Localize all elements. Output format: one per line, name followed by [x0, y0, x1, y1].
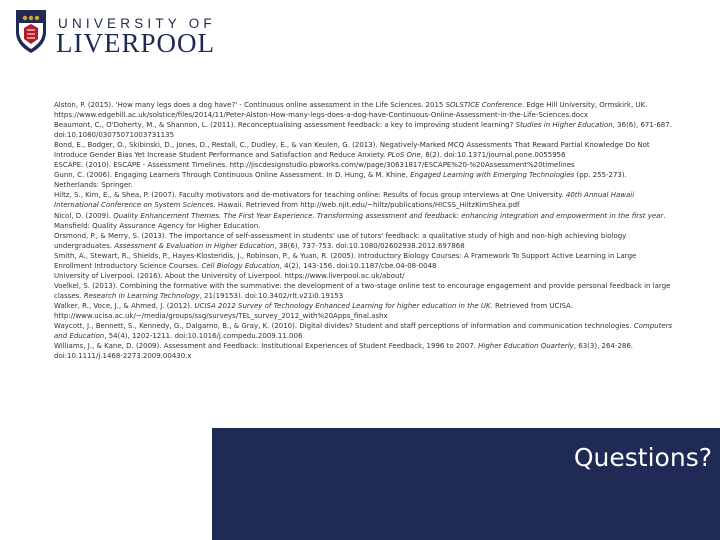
reference-title-italic: Computers and Education [54, 322, 673, 341]
reference-title-italic: Studies in Higher Education [515, 121, 613, 130]
reference-entry [54, 120, 674, 140]
reference-text: , 8(2). doi:10.1371/journal.pone.0055956 [420, 151, 566, 160]
reference-title-italic: UCISA 2012 Survey of Technology Enhanced Learning for higher education in the UK [194, 301, 491, 310]
reference-title-italic: Higher Education Quarterly [478, 342, 574, 351]
reference-text: ESCAPE. (2010). ESCAPE - Assessment Timelines. http://jiscdesignstudio.pbworks.com/w/page/30631817/ESCAPE%20-%20Assessment%20timelines [54, 161, 575, 170]
reference-text: , 38(6), 737-753. doi:10.1080/02602938.2012.697868 [274, 241, 465, 250]
reference-entry [54, 100, 674, 120]
reference-text: Bond, E., Bodger, O., Skibinski, D., Jones, D., Restall, C., Dudley, E., & van Keulen, G. (2013). Negatively-Marked MCQ Assessments That Reward Partial Knowledge Do Not Introduce Gender Bias Yet Increase Student Performance and Satisfaction and Reduce Anxiety. [54, 141, 650, 160]
reference-text: (pp. 255-273). Netherlands: Springer. [54, 171, 627, 190]
reference-text: . Mansfield: Quality Assurance Agency for Higher Education. [54, 211, 666, 230]
reference-text: Beaumont, C., O'Doherty, M., & Shannon, L. (2011). Reconceptualising assessment feedback: a key to improving student learning? [54, 121, 516, 130]
university-crest-icon [14, 8, 48, 54]
reference-text: Voelkel, S. (2013). Combining the formative with the summative: the development of a two-stage online test to encourage engagement and provide personal feedback in large classes. [54, 281, 671, 300]
reference-text: Gunn, C. (2006). Engaging Learners Through Continuous Online Assessment. In D. Hung, & M. Khine, [54, 171, 411, 180]
reference-text: Hiltz, S., Kim, E., & Shea, P. (2007). Faculty motivators and de-motivators for teaching online: Results of focus group interviews at One University. [54, 191, 566, 200]
reference-entry [54, 251, 674, 271]
reference-entry [54, 321, 674, 341]
reference-list [54, 100, 674, 361]
reference-title-italic: Quality Enhancement Themes. The First Year Experience. Transforming assessment and feedback: enhancing integration and empowerment in the first year [113, 211, 664, 220]
reference-title-italic: Assessment & Evaluation in Higher Education [114, 241, 275, 250]
reference-title-italic: 40th Annual Hawaii International Conference on System Sciences [54, 191, 635, 210]
reference-title-italic: SOLSTICE Conference [445, 101, 522, 109]
reference-entry [54, 231, 674, 251]
reference-entry [54, 341, 674, 361]
reference-title-italic: Engaged Learning with Emerging Technologies [410, 171, 575, 180]
reference-text: Orsmond, P., & Merry, S. (2013). The importance of self-assessment in students' use of tutors' feedback: a qualitative study of high and non-high achieving biology undergraduates. [54, 231, 627, 250]
reference-title-italic: Research in Learning Technology [83, 291, 200, 300]
reference-text: , 54(4), 1202-1211. doi:10.1016/j.compedu.2009.11.006 [104, 332, 303, 341]
reference-text: Nicol, D. (2009). [54, 211, 114, 220]
reference-text: , 21(19153). doi:10.3402/rlt.v21i0.19153 [199, 291, 344, 300]
reference-entry [54, 140, 674, 160]
reference-entry [54, 271, 674, 281]
reference-text: , 4(2), 143-156. doi:10.1187/cbe.04-08-0048 [279, 261, 437, 270]
logo-line-university-of: UNIVERSITY OF [58, 16, 216, 31]
reference-text: University of Liverpool. (2016). About the University of Liverpool. https://www.liverpool.ac.uk/about/ [54, 271, 405, 280]
reference-text: . Hawaii. Retrieved from http://web.njit.edu/~hiltz/publications/HICSS_HiltzKimShea.pdf [213, 201, 520, 210]
university-logo [14, 8, 214, 58]
reference-entry [54, 170, 674, 190]
reference-text: Waycott, J., Bennett, S., Kennedy, G., Dalgarno, B., & Gray, K. (2010). Digital divides? Student and staff perceptions of information and communication technologies. [54, 322, 634, 331]
reference-text: , 63(3), 264-286. doi:10.1111/j.1468-2273.2009.00430.x [54, 342, 634, 361]
reference-entry [54, 281, 674, 301]
reference-entry [54, 190, 674, 210]
reference-text: . Edge Hill University, Ormskirk, UK. https://www.edgehill.ac.uk/solstice/files/2014/11/Peter-Alston-How-many-legs-does-a-dog-have-Continuous-Online-Assessment-in-the-Life-Sciences.docx [54, 101, 648, 120]
reference-title-italic: PLoS One [387, 151, 421, 160]
logo-line-liverpool: LIVERPOOL [56, 28, 215, 58]
reference-text: , 36(6), 671-687. doi:10.1080/03075071003731135 [54, 121, 672, 140]
reference-text: Williams, J., & Kane, D. (2009). Assessment and Feedback: Institutional Experiences of Student Feedback, 1996 to 2007. [54, 342, 479, 351]
reference-text: . Retrieved from UCISA. http://www.ucisa.ac.uk/~/media/groups/ssg/surveys/TEL_survey_2012_with%20Apps_final.ashx [54, 301, 573, 320]
reference-text: Walker, R., Voce, J., & Ahmed, J. (2012). [54, 301, 195, 310]
reference-entry [54, 211, 674, 231]
questions-heading: Questions? [573, 443, 712, 472]
reference-text: Alston, P. (2015). 'How many legs does a dog have?' - Continuous online assessment in the Life Sciences. 2015 [54, 101, 446, 109]
reference-entry [54, 160, 674, 170]
reference-title-italic: Cell Biology Education [201, 261, 280, 270]
reference-entry [54, 301, 674, 321]
questions-banner [212, 428, 720, 540]
reference-text: Smith, A., Stewart, R., Shields, P., Hayes-Klosteridis, J., Robinson, P., & Yuan, R. (2005). Introductory Biology Courses: A Framework To Support Active Learning in Large Enrollment Introductory Science Courses. [54, 251, 637, 270]
